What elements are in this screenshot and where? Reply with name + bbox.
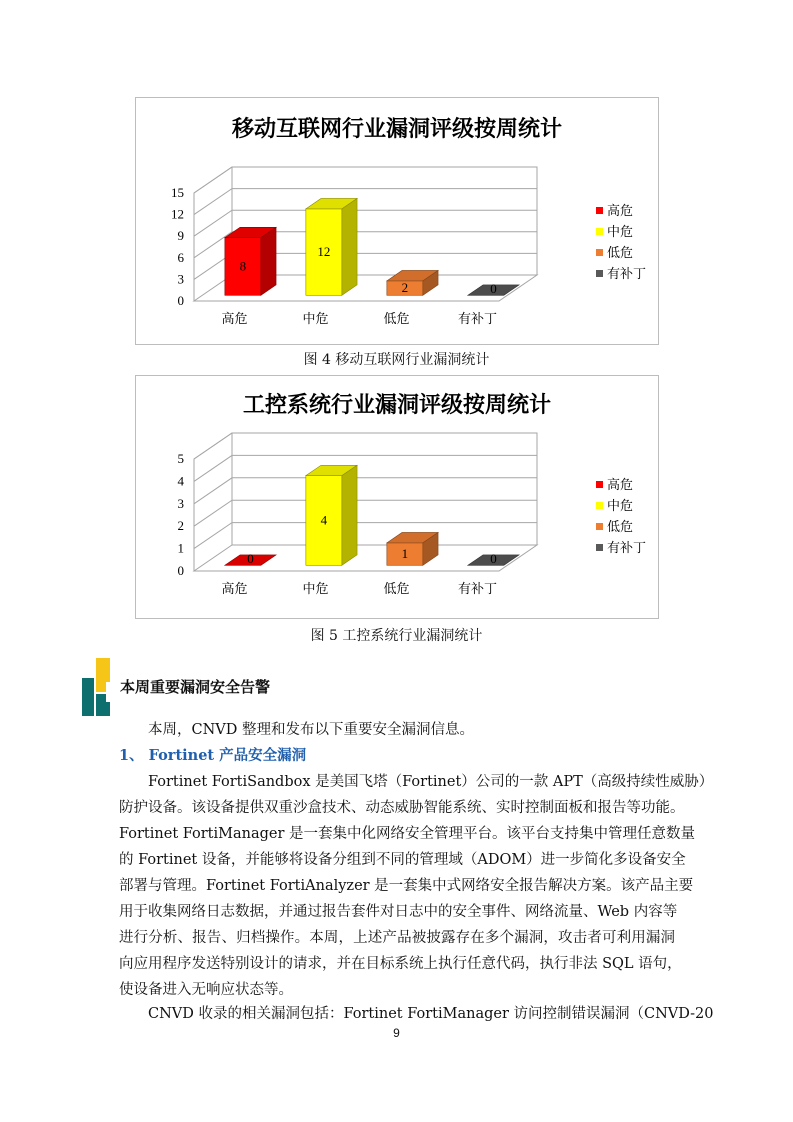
section-header <box>82 658 702 716</box>
body-line: Fortinet FortiSandbox 是美国飞塔（Fortinet）公司的一款 APT（高级持续性威胁） <box>148 774 714 790</box>
chart-industrial-control-svg <box>136 376 658 618</box>
x-category-label: 高危 <box>221 582 248 597</box>
chart-industrial-control <box>135 375 659 619</box>
x-category-label: 有补丁 <box>457 582 498 597</box>
x-category-label: 中危 <box>302 582 329 597</box>
subsection-heading: 1、 Fortinet 产品安全漏洞 <box>119 747 307 764</box>
body-line: 进行分析、报告、归档操作。本周，上述产品被披露存在多个漏洞，攻击者可利用漏洞 <box>119 930 675 946</box>
data-label: 1 <box>401 546 409 562</box>
legend-label: 有补丁 <box>607 267 647 282</box>
bar-side <box>342 465 357 565</box>
bar-side <box>261 227 276 295</box>
data-label: 8 <box>239 258 247 274</box>
y-tick-label: 3 <box>177 271 184 287</box>
chart-back-wall <box>232 167 537 275</box>
y-tick-label: 1 <box>177 540 184 556</box>
bar-1 <box>306 198 357 295</box>
y-tick-label: 15 <box>171 185 184 200</box>
data-label: 0 <box>490 281 497 297</box>
body-paragraph-2 <box>119 1001 714 1027</box>
data-label: 0 <box>247 551 254 567</box>
body-line: 防护设备。该设备提供双重沙盒技术、动态威胁智能系统、实时控制面板和报告等功能。 <box>119 800 685 816</box>
legend-swatch <box>596 249 603 256</box>
legend-label: 有补丁 <box>607 541 647 556</box>
chart-mobile-internet <box>135 97 659 345</box>
section-decoration-icon <box>106 682 110 702</box>
y-tick-label: 2 <box>177 518 184 534</box>
body-line: 部署与管理。Fortinet FortiAnalyzer 是一套集中式网络安全报告解决方案。该产品主要 <box>119 878 694 894</box>
section-decoration-icon <box>82 678 94 716</box>
body-line: 用于收集网络日志数据，并通过报告套件对日志中的安全事件、网络流量、Web 内容等 <box>119 904 678 920</box>
legend-swatch <box>596 270 603 277</box>
body-paragraph <box>119 769 714 1003</box>
legend-label: 中危 <box>607 499 634 514</box>
y-tick-label: 9 <box>177 228 184 244</box>
body-line: 使设备进入无响应状态等。 <box>119 982 293 998</box>
x-category-label: 有补丁 <box>457 312 498 327</box>
legend-swatch <box>596 207 603 214</box>
bar-1 <box>306 465 357 565</box>
y-tick-label: 3 <box>177 495 184 511</box>
legend-swatch <box>596 523 603 530</box>
gridline <box>194 189 537 215</box>
intro-line: 本周，CNVD 整理和发布以下重要安全漏洞信息。 <box>148 722 474 738</box>
x-category-label: 高危 <box>221 312 248 327</box>
chart-mobile-internet-svg <box>136 98 658 344</box>
data-label: 12 <box>317 244 331 260</box>
legend-label: 高危 <box>607 478 634 493</box>
data-label: 2 <box>401 280 409 296</box>
legend-label: 低危 <box>607 246 634 261</box>
legend-label: 高危 <box>607 204 634 219</box>
figure-caption-4: 图 4 移动互联网行业漏洞统计 <box>303 352 490 368</box>
chart-back-wall <box>232 433 537 545</box>
intro-paragraph <box>119 717 675 743</box>
data-label: 4 <box>320 512 328 528</box>
y-tick-label: 6 <box>177 249 184 265</box>
legend-swatch <box>596 544 603 551</box>
x-category-label: 低危 <box>383 312 410 327</box>
chart-title: 工控系统行业漏洞评级按周统计 <box>242 393 552 418</box>
body-line: CNVD 收录的相关漏洞包括：Fortinet FortiManager 访问控制错误漏洞（CNVD-20 <box>148 1006 714 1022</box>
y-tick-label: 0 <box>177 563 184 578</box>
figure-caption-5: 图 5 工控系统行业漏洞统计 <box>310 628 483 644</box>
bar-2 <box>387 532 438 565</box>
section-title: 本周重要漏洞安全告警 <box>120 678 271 696</box>
gridline <box>194 167 537 193</box>
data-label: 0 <box>490 551 497 567</box>
body-line: 向应用程序发送特别设计的请求，并在目标系统上执行任意代码，执行非法 SQL 语句， <box>119 956 682 972</box>
bar-side <box>342 198 357 295</box>
x-category-label: 低危 <box>383 582 410 597</box>
chart-title: 移动互联网行业漏洞评级按周统计 <box>231 117 563 142</box>
y-tick-label: 12 <box>171 206 184 222</box>
y-tick-label: 5 <box>177 451 184 466</box>
page-number: 9 <box>393 1026 400 1040</box>
body-line: 的 Fortinet 设备，并能够将设备分组到不同的管理域（ADOM）进一步简化多设备安全 <box>119 852 686 868</box>
legend-swatch <box>596 228 603 235</box>
legend-label: 中危 <box>607 225 634 240</box>
legend-swatch <box>596 502 603 509</box>
body-line: Fortinet FortiManager 是一套集中化网络安全管理平台。该平台支持集中管理任意数量 <box>119 826 696 842</box>
legend-swatch <box>596 481 603 488</box>
legend-label: 低危 <box>607 520 634 535</box>
y-tick-label: 4 <box>177 473 184 489</box>
y-tick-label: 0 <box>177 293 184 308</box>
x-category-label: 中危 <box>302 312 329 327</box>
bar-0 <box>225 227 276 295</box>
